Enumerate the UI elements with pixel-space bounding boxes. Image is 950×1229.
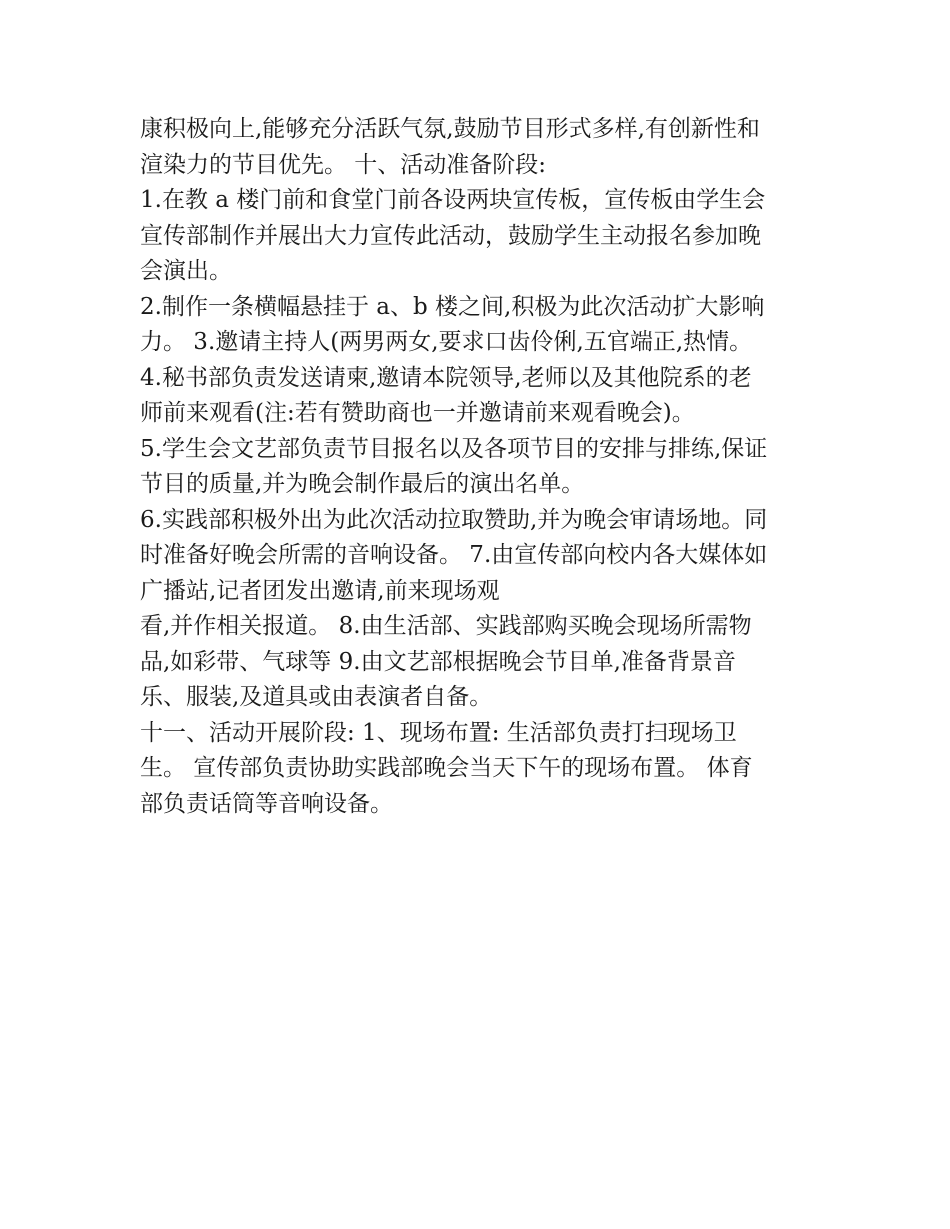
text-line: 乐、服装,及道具或由表演者自备。 [140, 684, 493, 710]
text-line: 渲染力的节目优先。 十、活动准备阶段: [140, 151, 547, 178]
text-line: 十一、活动开展阶段: 1、现场布置: 生活部负责打扫现场卫 [140, 719, 737, 746]
text-line: 广播站,记者团发出邀请,前来现场观 [140, 577, 500, 604]
text-line: 5.学生会文艺部负责节目报名以及各项节目的安排与排练,保证 [140, 435, 768, 462]
text-line: 会演出。 [140, 258, 232, 284]
text-line: 1.在教 a 楼门前和食堂门前各设两块宣传板，宣传板由学生会 [140, 187, 766, 213]
text-line: 生。 宣传部负责协助实践部晚会当天下午的现场布置。 体育 [140, 755, 753, 781]
text-line: 6.实践部积极外出为此次活动拉取赞助,并为晚会审请场地。同 [140, 506, 768, 533]
text-line: 看,并作相关报道。 8.由生活部、实践部购买晚会现场所需物 [140, 613, 752, 639]
text-line: 康积极向上,能够充分活跃气氛,鼓励节目形式多样,有创新性和 [140, 116, 760, 142]
text-line: 节目的质量,并为晚会制作最后的演出名单。 [140, 471, 585, 497]
text-line: 2.制作一条横幅悬挂于 a、b 楼之间,积极为此次活动扩大影响 [140, 293, 765, 320]
text-line: 4.秘书部负责发送请柬,邀请本院领导,老师以及其他院系的老 [140, 364, 752, 391]
text-line: 师前来观看(注:若有赞助商也一并邀请前来观看晚会)。 [140, 400, 695, 426]
text-line: 宣传部制作并展出大力宣传此活动，鼓励学生主动报名参加晚 [140, 222, 761, 249]
text-line: 力。 3.邀请主持人(两男两女,要求口齿伶俐,五官端正,热情。 [140, 329, 753, 355]
text-line: 部负责话筒等音响设备。 [140, 790, 393, 817]
text-line: 品,如彩带、气球等 9.由文艺部根据晚会节目单,准备背景音 [140, 648, 736, 675]
document-body [140, 112, 820, 822]
text-line: 时准备好晚会所需的音响设备。 7.由宣传部向校内各大媒体如 [140, 542, 768, 568]
